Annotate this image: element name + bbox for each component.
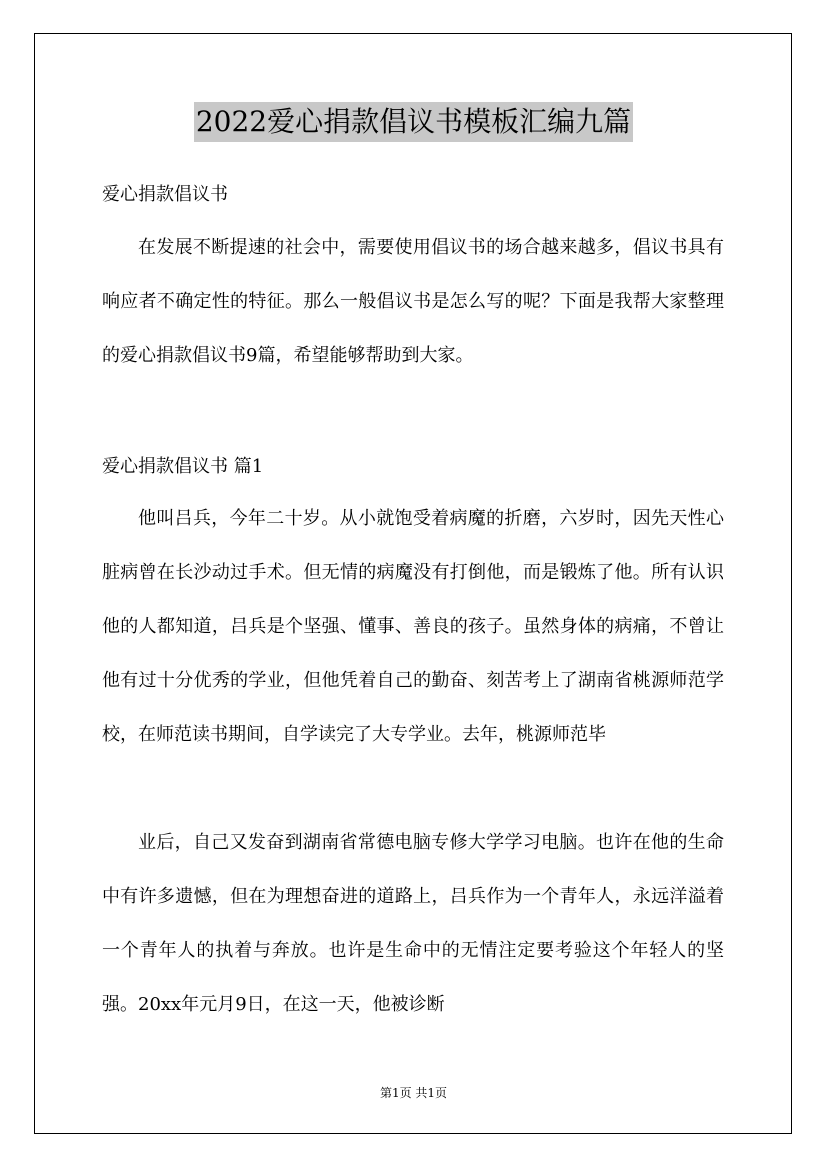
section1-paragraph-1: 他叫吕兵，今年二十岁。从小就饱受着病魔的折磨，六岁时，因先天性心脏病曾在长沙动过手术。但无情的病魔没有打倒他，而是锻炼了他。所有认识他的人都知道，吕兵是个坚强、懂事、善良的孩子。虽然身体的病痛，不曾让他有过十分优秀的学业，但他凭着自己的勤奋、刻苦考上了湖南省桃源师范学校，在师范读书期间，自学读完了大专学业。去年，桃源师范毕 <box>102 508 724 745</box>
section1-paragraph-2: 业后，自己又发奋到湖南省常德电脑专修大学学习电脑。也许在他的生命中有许多遗憾，但在为理想奋进的道路上，吕兵作为一个青年人，永远洋溢着一个青年人的执着与奔放。也许是生命中的无情注定要考验这个年轻人的坚强。20xx年元月9日，在这一天，他被诊断 <box>102 832 724 1015</box>
page-footer: 第1页 共1页 <box>379 1086 448 1100</box>
section1-heading: 爱心捐款倡议书 篇1 <box>102 456 264 477</box>
title-container <box>0 102 827 142</box>
intro-heading: 爱心捐款倡议书 <box>102 184 228 205</box>
intro-paragraph: 在发展不断提速的社会中，需要使用倡议书的场合越来越多，倡议书具有响应者不确定性的特征。那么一般倡议书是怎么写的呢？下面是我帮大家整理的爱心捐款倡议书9篇，希望能够帮助到大家。 <box>102 237 724 366</box>
document-title: 2022爱心捐款倡议书模板汇编九篇 <box>194 102 633 142</box>
